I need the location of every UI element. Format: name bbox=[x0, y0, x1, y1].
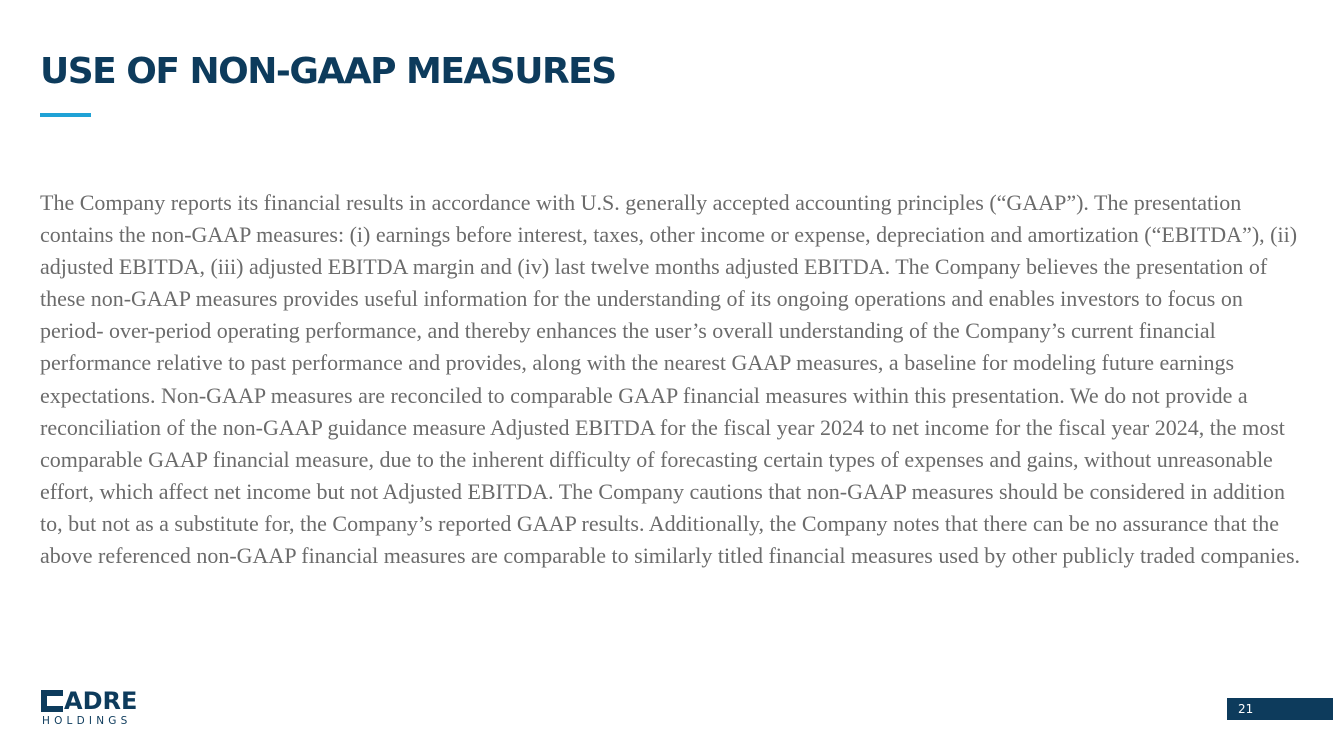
logo-word: ADRE bbox=[64, 687, 138, 715]
cadre-holdings-logo bbox=[41, 689, 147, 729]
logo-subtitle: HOLDINGS bbox=[42, 715, 132, 727]
body-paragraph: The Company reports its financial results in accordance with U.S. generally accepted accounting principles (“GAAP”). The presentation contains the non-GAAP measures: (i) earnings before interest, taxes, other income or expense, depreciation and amortization (“EBITDA”), (ii) adjusted EBITDA, (iii) adjusted EBITDA margin and (iv) last twelve months adjusted EBITDA. The Company believes the presentation of these non-GAAP measures provides useful information for the understanding of its ongoing operations and enables investors to focus on period- over-period operating performance, and thereby enhances the user’s overall understanding of the Company’s current financial performance relative to past performance and provides, along with the nearest GAAP measures, a baseline for modeling future earnings expectations. Non-GAAP measures are reconciled to comparable GAAP financial measures within this presentation. We do not provide a reconciliation of the non-GAAP guidance measure Adjusted EBITDA for the fiscal year 2024 to net income for the fiscal year 2024, the most comparable GAAP financial measure, due to the inherent difficulty of forecasting certain types of expenses and gains, without unreasonable effort, which affect net income but not Adjusted EBITDA. The Company cautions that non-GAAP measures should be considered in addition to, but not as a substitute for, the Company’s reported GAAP results. Additionally, the Company notes that there can be no assurance that the above referenced non-GAAP financial measures are comparable to similarly titled financial measures used by other publicly traded companies. bbox=[40, 190, 1301, 569]
slide-title: USE OF NON-GAAP MEASURES bbox=[40, 51, 616, 92]
title-accent-bar bbox=[40, 113, 91, 117]
page-number: 21 bbox=[1238, 702, 1254, 716]
page-number-badge bbox=[1227, 698, 1333, 720]
logo-wordmark bbox=[41, 689, 137, 713]
cadre-c-mark-icon bbox=[41, 690, 63, 712]
